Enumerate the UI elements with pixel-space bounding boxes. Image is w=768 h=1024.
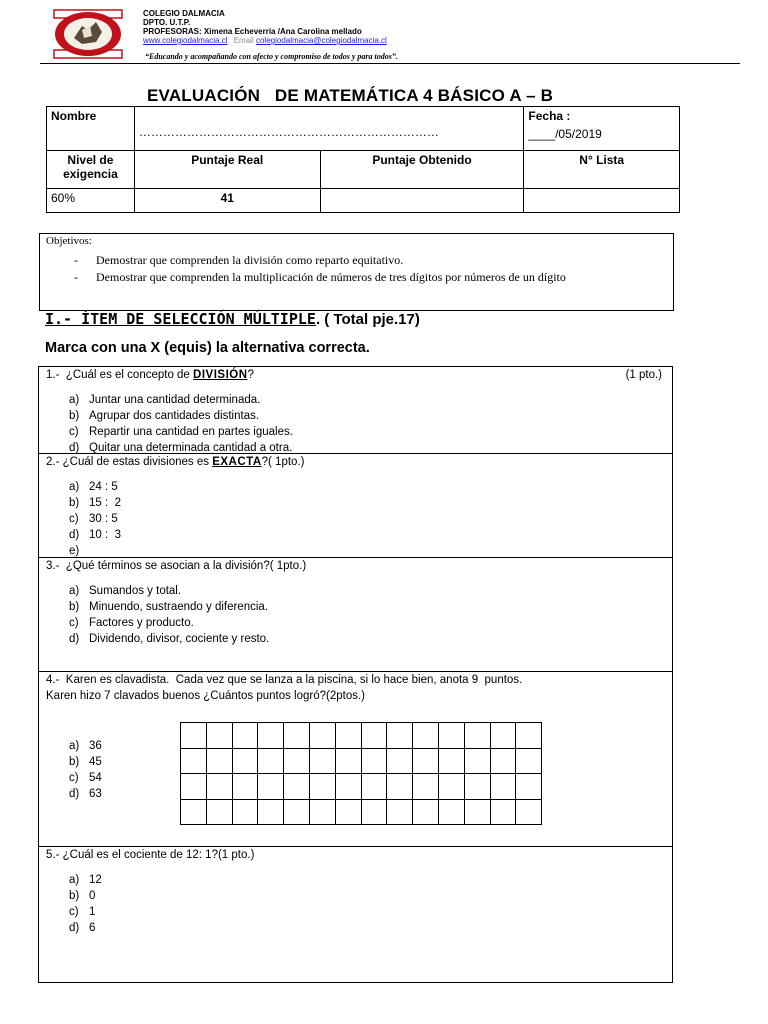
email-label: Email xyxy=(233,36,254,45)
objectives-box xyxy=(39,233,674,311)
options-list xyxy=(69,583,269,647)
grid-cell[interactable] xyxy=(284,723,310,749)
nombre-field[interactable]: ………………………………………………………………… xyxy=(134,107,524,151)
question-text: 2.- ¿Cuál de estas divisiones es EXACTA?( 1pto.) xyxy=(46,456,305,468)
grid-cell[interactable] xyxy=(516,723,542,749)
option-c[interactable]: c) 54 xyxy=(69,772,102,784)
question-points: (1 pto.) xyxy=(625,369,662,381)
grid-cell[interactable] xyxy=(181,723,207,749)
question-2 xyxy=(38,453,673,558)
grid-cell[interactable] xyxy=(335,799,361,825)
option-d[interactable]: d) Dividendo, divisor, cociente y resto. xyxy=(69,633,270,645)
school-motto: “Educando y acompañando con afecto y compromiso de todos y para todos”. xyxy=(145,52,398,61)
option-a[interactable]: a) Juntar una cantidad determinada. xyxy=(69,394,261,406)
grid-cell[interactable] xyxy=(206,774,232,800)
grid-cell[interactable] xyxy=(490,748,516,774)
page-title: EVALUACIÓN DE MATEMÁTICA 4 BÁSICO A – B xyxy=(147,86,554,105)
question-keyword: EXACTA xyxy=(212,456,262,468)
grid-cell[interactable] xyxy=(232,774,258,800)
option-b[interactable]: b) 0 xyxy=(69,890,96,902)
grid-cell[interactable] xyxy=(206,748,232,774)
grid-cell[interactable] xyxy=(516,774,542,800)
n-lista-label: N° Lista xyxy=(524,151,680,189)
grid-cell[interactable] xyxy=(309,748,335,774)
option-a[interactable]: a) 12 xyxy=(69,874,102,886)
grid-cell[interactable] xyxy=(309,723,335,749)
option-c[interactable]: c) Repartir una cantidad en partes iguales. xyxy=(69,426,293,438)
grid-cell[interactable] xyxy=(361,723,387,749)
grid-cell[interactable] xyxy=(361,799,387,825)
teachers: PROFESORAS: Ximena Echeverría /Ana Carolina mellado xyxy=(143,27,362,36)
grid-cell[interactable] xyxy=(309,774,335,800)
question-text: 5.- ¿Cuál es el cociente de 12: 1?(1 pto.) xyxy=(46,849,255,861)
grid-cell[interactable] xyxy=(258,799,284,825)
puntaje-obtenido-label: Puntaje Obtenido xyxy=(320,151,524,189)
email-link[interactable]: colegiodalmacia@colegiodalmacia.cl xyxy=(255,36,387,45)
grid-cell[interactable] xyxy=(464,748,490,774)
grid-cell[interactable] xyxy=(413,799,439,825)
grid-cell[interactable] xyxy=(258,748,284,774)
grid-cell[interactable] xyxy=(490,774,516,800)
grid-cell[interactable] xyxy=(387,799,413,825)
grid-cell[interactable] xyxy=(232,799,258,825)
grid-cell[interactable] xyxy=(464,774,490,800)
option-d[interactable]: d) Quitar una determinada cantidad a otra. xyxy=(69,442,293,454)
option-d[interactable]: d) 63 xyxy=(69,788,102,800)
option-a[interactable]: a) 36 xyxy=(69,740,102,752)
grid-cell[interactable] xyxy=(335,748,361,774)
department: DPTO. U.T.P. xyxy=(143,18,191,27)
grid-cell[interactable] xyxy=(438,799,464,825)
fecha-label: Fecha : xyxy=(528,109,571,123)
options-list xyxy=(69,392,293,456)
grid-cell[interactable] xyxy=(490,723,516,749)
puntaje-real-value: 41 xyxy=(134,189,320,213)
grid-cell[interactable] xyxy=(206,723,232,749)
school-info xyxy=(143,9,387,45)
objectives-list xyxy=(46,253,667,285)
question-keyword: DIVISIÓN xyxy=(193,369,248,381)
grid-cell[interactable] xyxy=(490,799,516,825)
objective-item: - Demostrar que comprenden la multiplicación de números de tres dígitos por números de un dígito xyxy=(96,270,667,285)
puntaje-obtenido-field[interactable] xyxy=(320,189,524,213)
grid-cell[interactable] xyxy=(284,799,310,825)
question-1 xyxy=(38,366,673,454)
instructions: Marca con una X (equis) la alternativa correcta. xyxy=(45,340,370,356)
option-d[interactable]: d) 6 xyxy=(69,922,96,934)
option-b[interactable]: b) 45 xyxy=(69,756,102,768)
grid-cell[interactable] xyxy=(309,799,335,825)
option-d[interactable]: d) 10 : 3 xyxy=(69,529,121,541)
contact-links xyxy=(143,36,387,45)
section-total: . ( Total pje.17) xyxy=(315,311,420,328)
grid-cell[interactable] xyxy=(438,723,464,749)
puntaje-real-label: Puntaje Real xyxy=(134,151,320,189)
grid-cell[interactable] xyxy=(387,723,413,749)
option-b[interactable]: b) Minuendo, sustraendo y diferencia. xyxy=(69,601,268,613)
nivel-label: Nivel de exigencia xyxy=(47,151,135,189)
grid-cell[interactable] xyxy=(413,748,439,774)
question-4 xyxy=(38,671,673,847)
grid-cell[interactable] xyxy=(387,774,413,800)
grid-cell[interactable] xyxy=(361,774,387,800)
section-numeral: I xyxy=(45,310,55,328)
header-divider xyxy=(40,63,740,64)
school-name: COLEGIO DALMACIA xyxy=(143,9,225,18)
question-text: 3.- ¿Qué términos se asocian a la división?( 1pto.) xyxy=(46,560,307,572)
grid-cell[interactable] xyxy=(284,774,310,800)
section-heading xyxy=(45,310,420,328)
option-b[interactable]: b) 15 : 2 xyxy=(69,497,121,509)
grid-cell[interactable] xyxy=(464,799,490,825)
grid-cell[interactable] xyxy=(181,774,207,800)
student-info-table xyxy=(46,106,680,213)
grid-cell[interactable] xyxy=(181,799,207,825)
grid-cell[interactable] xyxy=(438,748,464,774)
fecha-cell xyxy=(524,107,680,151)
work-grid[interactable] xyxy=(180,722,542,825)
nombre-label: Nombre xyxy=(47,107,135,151)
grid-cell[interactable] xyxy=(361,748,387,774)
grid-cell[interactable] xyxy=(335,774,361,800)
option-a[interactable]: a) Sumandos y total. xyxy=(69,585,182,597)
question-5 xyxy=(38,846,673,983)
school-logo xyxy=(52,8,124,60)
grid-cell[interactable] xyxy=(232,723,258,749)
option-a[interactable]: a) 24 : 5 xyxy=(69,481,118,493)
grid-cell[interactable] xyxy=(464,723,490,749)
section-title: .- ÍTEM DE SELECCIÓN MÚLTIPLE xyxy=(54,310,316,328)
n-lista-field[interactable] xyxy=(524,189,680,213)
question-3 xyxy=(38,557,673,672)
grid-cell[interactable] xyxy=(258,774,284,800)
grid-cell[interactable] xyxy=(335,723,361,749)
objectives-heading: Objetivos: xyxy=(46,235,92,247)
question-text: 4.- Karen es clavadista. Cada vez que se lanza a la piscina, si lo hace bien, anota 9 puntos. xyxy=(46,674,523,686)
website-link[interactable]: www.colegiodalmacia.cl xyxy=(143,36,228,45)
grid-cell[interactable] xyxy=(284,748,310,774)
grid-cell[interactable] xyxy=(516,748,542,774)
options-list xyxy=(69,872,102,936)
grid-cell[interactable] xyxy=(438,774,464,800)
option-c[interactable]: c) 30 : 5 xyxy=(69,513,118,525)
options-list xyxy=(69,738,102,802)
objective-item: - Demostrar que comprenden la división como reparto equitativo. xyxy=(96,253,667,268)
option-e[interactable]: e) xyxy=(69,545,80,557)
grid-cell[interactable] xyxy=(232,748,258,774)
option-c[interactable]: c) Factores y producto. xyxy=(69,617,194,629)
option-c[interactable]: c) 1 xyxy=(69,906,96,918)
nivel-value: 60% xyxy=(47,189,135,213)
question-text-line-2: Karen hizo 7 clavados buenos ¿Cuántos puntos logró?(2ptos.) xyxy=(46,690,366,702)
fecha-field[interactable]: ____/05/2019 xyxy=(528,127,602,141)
question-text: 1.- ¿Cuál es el concepto de DIVISIÓN? xyxy=(46,369,254,381)
grid-cell[interactable] xyxy=(181,748,207,774)
grid-cell[interactable] xyxy=(413,774,439,800)
grid-cell[interactable] xyxy=(413,723,439,749)
grid-cell[interactable] xyxy=(387,748,413,774)
option-b[interactable]: b) Agrupar dos cantidades distintas. xyxy=(69,410,260,422)
grid-cell[interactable] xyxy=(206,799,232,825)
options-list xyxy=(69,479,121,559)
grid-cell[interactable] xyxy=(258,723,284,749)
grid-cell[interactable] xyxy=(516,799,542,825)
